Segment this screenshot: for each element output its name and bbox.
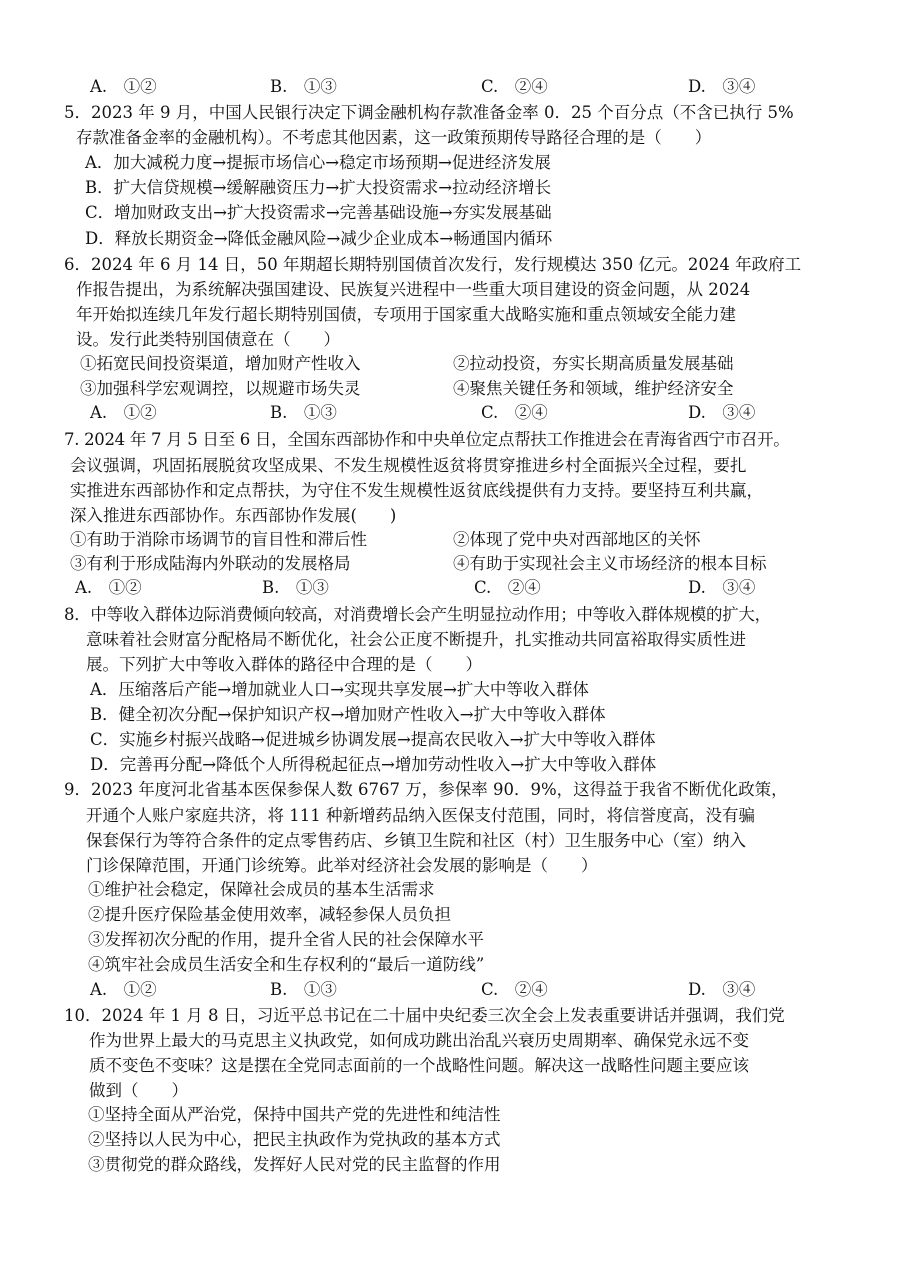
question-stem-line: 保套保行为等符合条件的定点零售药店、乡镇卫生院和社区（村）卫生服务中心（室）纳入 — [86, 831, 746, 850]
question-stem-line: 8．中等收入群体边际消费倾向较高，对消费增长会产生明显拉动作用；中等收入群体规模的扩大， — [64, 605, 771, 624]
statement-4: ④聚焦关键任务和领域，维护经济安全 — [453, 379, 734, 398]
statement-3: ③贯彻党的群众路线，发挥好人民对党的民主监督的作用 — [88, 1155, 501, 1174]
question-stem-line: 年开始拟连续几年发行超长期特别国债，专项用于国家重大战略实施和重点领域安全能力建 — [76, 305, 736, 324]
statement-2: ②坚持以人民为中心，把民主执政作为党执政的基本方式 — [88, 1130, 501, 1149]
option-c: C. ②④ — [481, 980, 548, 999]
choice-c: C．实施乡村振兴战略→促进城乡协调发展→提高农民收入→扩大中等收入群体 — [90, 730, 656, 749]
question-stem-line: 9．2023 年度河北省基本医保参保人数 6767 万，参保率 90．9%，这得益于我省不断优化政策， — [64, 780, 788, 799]
statement-2: ②拉动投资，夯实长期高质量发展基础 — [453, 354, 734, 373]
question-stem-line: 意味着社会财富分配格局不断优化，社会公正度不断提升，扎实推动共同富裕取得实质性进 — [86, 630, 746, 649]
question-stem-line: 展。下列扩大中等收入群体的路径中合理的是（ ） — [86, 655, 482, 674]
question-stem-line: 门诊保障范围，开通门诊统筹。此举对经济社会发展的影响是（ ） — [86, 856, 598, 875]
statement-3: ③加强科学宏观调控，以规避市场失灵 — [80, 379, 361, 398]
choice-b: B．健全初次分配→保护知识产权→增加财产性收入→扩大中等收入群体 — [90, 705, 606, 724]
question-stem-line: 10．2024 年 1 月 8 日，习近平总书记在二十届中央纪委三次全会上发表重要讲话并强调，我们党 — [64, 1006, 785, 1025]
statement-1: ①坚持全面从严治党，保持中国共产党的先进性和纯洁性 — [88, 1105, 501, 1124]
statement-3: ③有利于形成陆海内外联动的发展格局 — [70, 554, 351, 573]
statement-1: ①有助于消除市场调节的盲目性和滞后性 — [70, 530, 367, 549]
question-stem-line: 实推进东西部协作和定点帮扶，为守住不发生规模性返贫底线提供有力支持。要坚持互利共赢， — [70, 481, 763, 500]
option-a: A. ①② — [90, 77, 157, 96]
statement-1: ①维护社会稳定，保障社会成员的基本生活需求 — [88, 880, 435, 899]
choice-c: C．增加财政支出→扩大投资需求→完善基础设施→夯实发展基础 — [85, 203, 552, 222]
statement-1: ①拓宽民间投资渠道，增加财产性收入 — [80, 354, 361, 373]
question-stem-line: 开通个人账户家庭共济，将 111 种新增药品纳入医保支付范围，同时，将信誉度高，没有骗 — [86, 806, 755, 825]
statement-2: ②体现了党中央对西部地区的关怀 — [453, 530, 701, 549]
question-stem-line: 5．2023 年 9 月，中国人民银行决定下调金融机构存款准备金率 0．25 个百分点（不含已执行 5% — [64, 103, 794, 122]
choice-a: A．压缩落后产能→增加就业人口→实现共享发展→扩大中等收入群体 — [90, 680, 589, 699]
choice-d: D．释放长期资金→降低金融风险→减少企业成本→畅通国内循环 — [85, 229, 553, 248]
option-d: D. ③④ — [688, 77, 756, 96]
option-c: C. ②④ — [481, 77, 548, 96]
option-a: A. ①② — [90, 403, 157, 422]
statement-3: ③发挥初次分配的作用，提升全省人民的社会保障水平 — [88, 930, 484, 949]
option-b: B. ①③ — [270, 77, 337, 96]
choice-a: A．加大减税力度→提振市场信心→稳定市场预期→促进经济发展 — [85, 153, 551, 172]
question-stem-line: 作报告提出，为系统解决强国建设、民族复兴进程中一些重大项目建设的资金问题，从 2024 — [76, 280, 751, 299]
option-d: D. ③④ — [688, 980, 756, 999]
option-c: C. ②④ — [481, 403, 548, 422]
option-b: B. ①③ — [270, 980, 337, 999]
question-stem-line: 会议强调，巩固拓展脱贫攻坚成果、不发生规模性返贫将贯穿推进乡村全面振兴全过程，要扎 — [70, 456, 747, 475]
question-stem-line: 深入推进东西部协作。东西部协作发展( ) — [70, 506, 397, 525]
question-stem-line: 7. 2024 年 7 月 5 日至 6 日，全国东西部协作和中央单位定点帮扶工作推进会在青海省西宁市召开。 — [64, 430, 790, 449]
question-stem-line: 6．2024 年 6 月 14 日，50 年期超长期特别国债首次发行，发行规模达 350 亿元。2024 年政府工 — [64, 255, 802, 274]
question-stem-line: 质不变色不变味？这是摆在全党同志面前的一个战略性问题。解决这一战略性问题主要应该 — [89, 1056, 749, 1075]
option-a: A. ①② — [90, 980, 157, 999]
question-stem-line: 存款准备金率的金融机构）。不考虑其他因素，这一政策预期传导路径合理的是（ ） — [76, 128, 712, 147]
option-b: B. ①③ — [270, 403, 337, 422]
question-stem-line: 做到（ ） — [89, 1081, 188, 1100]
statement-4: ④有助于实现社会主义市场经济的根本目标 — [453, 554, 767, 573]
choice-d: D．完善再分配→降低个人所得税起征点→增加劳动性收入→扩大中等收入群体 — [90, 755, 657, 774]
option-d: D. ③④ — [688, 578, 756, 597]
option-d: D. ③④ — [688, 403, 756, 422]
option-a: A. ①② — [75, 578, 142, 597]
choice-b: B．扩大信贷规模→缓解融资压力→扩大投资需求→拉动经济增长 — [85, 178, 552, 197]
option-c: C. ②④ — [474, 578, 541, 597]
question-stem-line: 设。发行此类特别国债意在（ ） — [76, 330, 340, 349]
statement-2: ②提升医疗保险基金使用效率，减轻参保人员负担 — [88, 905, 451, 924]
question-stem-line: 作为世界上最大的马克思主义执政党，如何成功跳出治乱兴衰历史周期率、确保党永远不变 — [89, 1031, 749, 1050]
option-b: B. ①③ — [262, 578, 329, 597]
statement-4: ④筑牢社会成员生活安全和生存权利的“最后一道防线” — [88, 955, 485, 974]
